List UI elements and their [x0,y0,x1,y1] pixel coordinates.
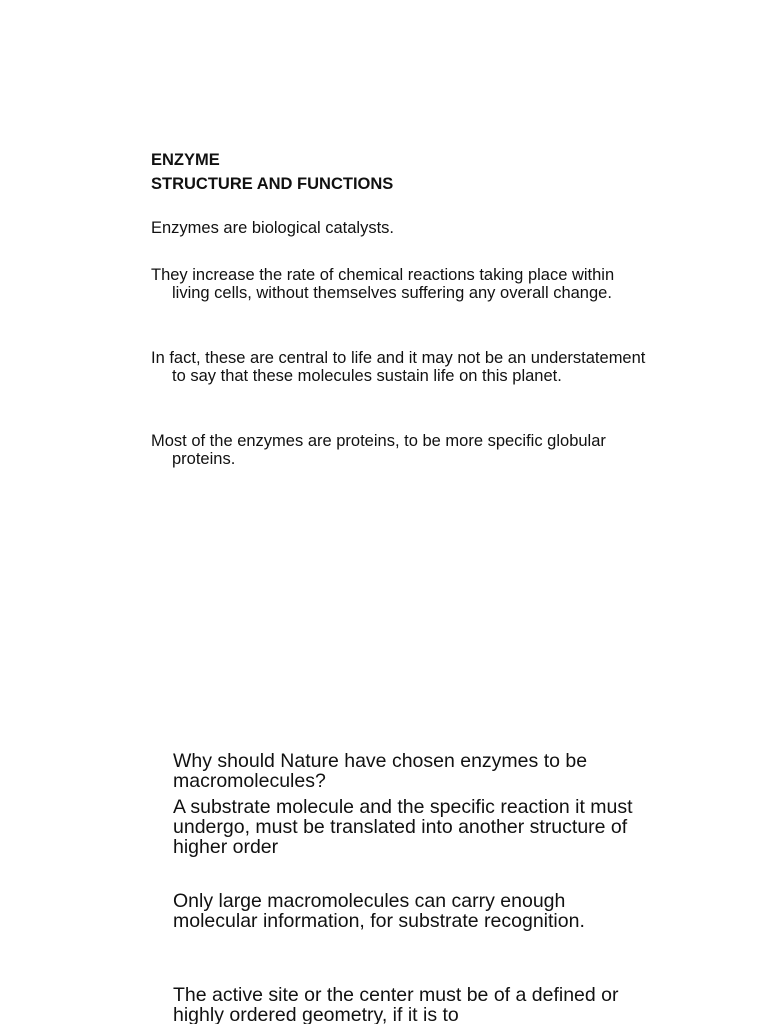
slide-paragraph-substrate: A substrate molecule and the specific reaction it must undergo, must be translated into another structure of higher order [173,796,633,858]
slide-paragraph-question: Why should Nature have chosen enzymes to be macromolecules? [173,750,588,792]
paragraph-function: They increase the rate of chemical reactions taking place within living cells, without themselves suffering any overall change. [151,266,615,302]
paragraph-importance: In fact, these are central to life and it may not be an understatement to say that these molecules sustain life on this planet. [151,349,646,385]
paragraph-proteins: Most of the enzymes are proteins, to be more specific globular proteins. [151,432,606,468]
slide-paragraph-macromolecules: Only large macromolecules can carry enough molecular information, for substrate recognition. [173,890,585,932]
document-title: ENZYME [151,151,220,169]
document-subtitle: STRUCTURE AND FUNCTIONS [151,175,394,193]
slide-paragraph-active-site: The active site or the center must be of a defined or highly ordered geometry, if it is to [173,984,619,1024]
paragraph-definition: Enzymes are biological catalysts. [151,219,395,237]
